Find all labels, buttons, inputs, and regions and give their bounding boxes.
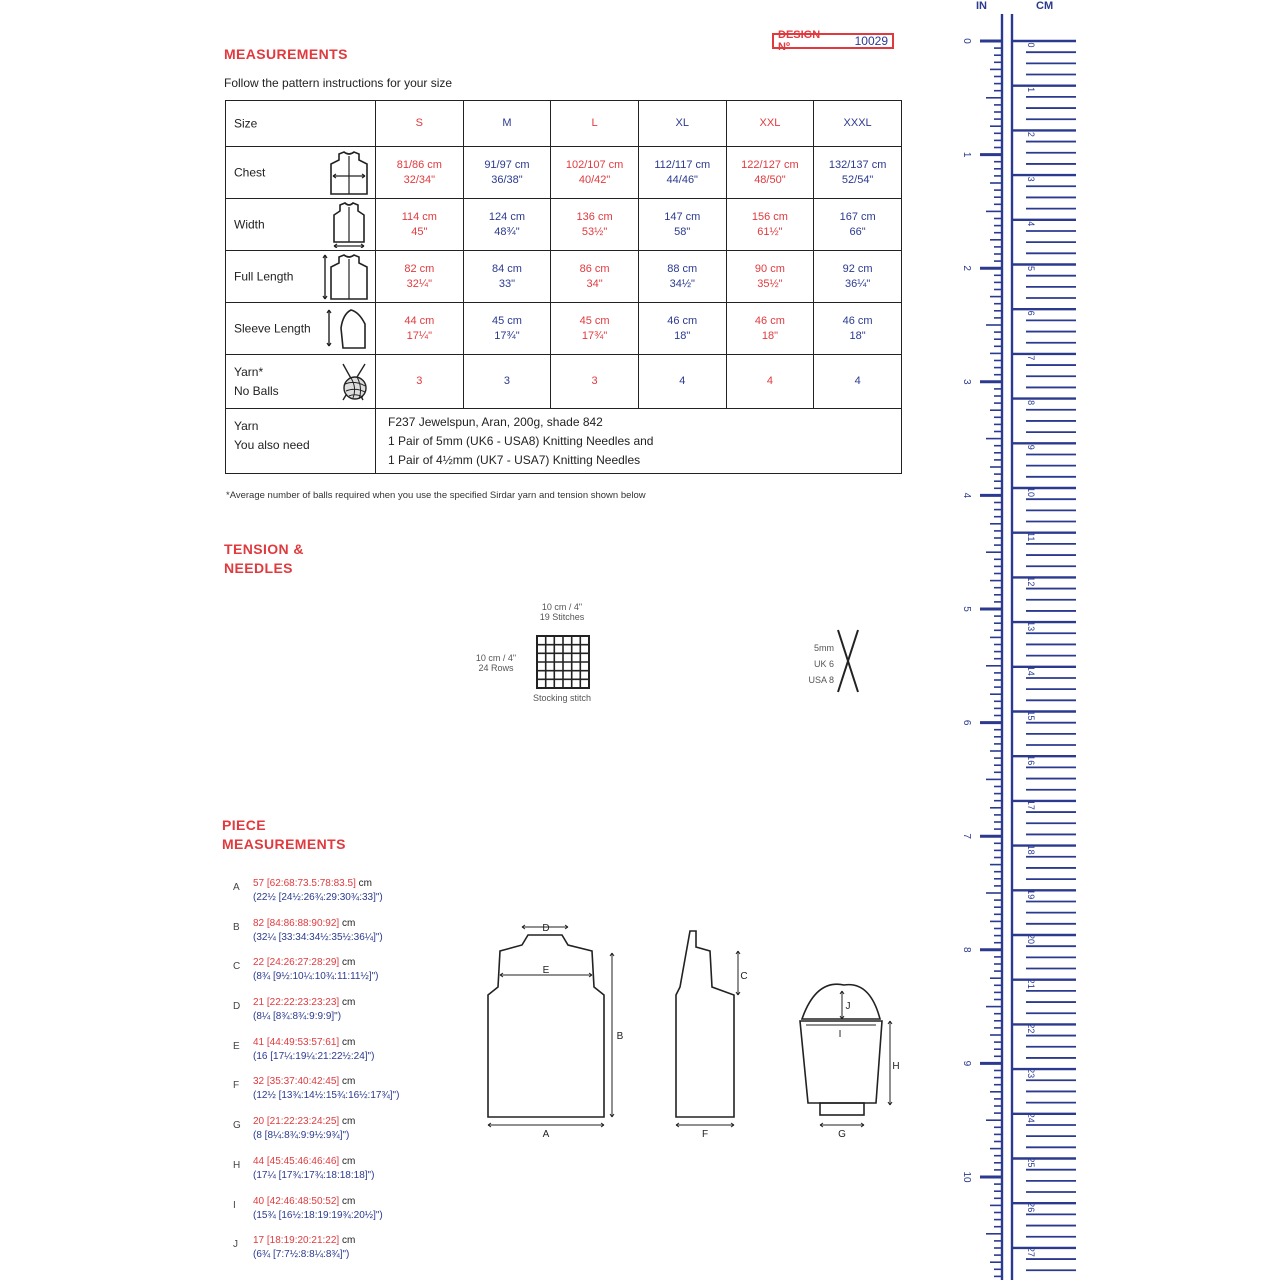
measurements-title: MEASUREMENTS — [224, 46, 348, 62]
crossed-needles-icon — [834, 628, 862, 694]
design-number-box — [772, 29, 894, 53]
row-label: Full Length — [234, 269, 294, 283]
cell — [376, 251, 464, 303]
tension-stitches-label — [520, 602, 604, 622]
table-row-full-length — [226, 251, 902, 303]
ruler-cm-number: 20 — [1026, 933, 1036, 945]
row-label-cell — [226, 199, 376, 251]
size-header-xl: XL — [638, 101, 726, 147]
cell-cm: 46 cm — [842, 314, 873, 327]
tension-title-line: NEEDLES — [224, 560, 293, 576]
row-label: Chest — [234, 165, 266, 179]
sleeve-garment-icon — [325, 306, 371, 352]
row-label-cell — [226, 355, 376, 409]
label-j: J — [845, 1001, 851, 1012]
row-label-cell — [226, 409, 376, 474]
cell-cm: 132/137 cm — [828, 158, 887, 171]
table-row-yarn — [226, 409, 902, 474]
ruler-cm-number: 25 — [1026, 1157, 1036, 1168]
row-label — [234, 417, 310, 455]
width-garment-icon — [327, 202, 371, 248]
list-item — [233, 1075, 399, 1115]
cell-in: 35½" — [757, 277, 783, 290]
piece-letter: C — [233, 961, 241, 973]
table-row-chest — [226, 147, 902, 199]
sleeve-piece-outline — [800, 984, 882, 1115]
piece-inch: (17¼ [17¾:17¾:18:18:18]") — [253, 1169, 375, 1181]
cell — [726, 199, 814, 251]
ruler-cm-number: 2 — [1026, 131, 1036, 137]
cell — [463, 303, 551, 355]
ruler-in-number: 1 — [961, 151, 972, 158]
list-item — [233, 1155, 399, 1195]
piece-measurements-list — [233, 877, 399, 1274]
cell — [638, 147, 726, 199]
unit: cm — [341, 1235, 356, 1247]
yarn-info-cell — [376, 409, 902, 474]
ruler-cm-number: 5 — [1026, 265, 1036, 272]
needle-mm: 5mm — [814, 643, 834, 653]
size-header-xxl: XXL — [726, 101, 814, 147]
cell-in: 32¼" — [406, 277, 432, 290]
cell: 4 — [638, 355, 726, 409]
label-b: B — [616, 1031, 624, 1042]
cell — [638, 303, 726, 355]
piece-inch: (8 [8¼:8¾:9:9½:9¾]") — [253, 1130, 350, 1142]
piece-letter: G — [233, 1120, 241, 1132]
cell-in: 40/42" — [578, 173, 611, 186]
unit: cm — [341, 917, 356, 929]
cell-cm: 44 cm — [404, 314, 435, 327]
piece-inch: (8¼ [8¾:8¾:9:9:9]") — [253, 1011, 342, 1023]
tension-rows-label — [462, 653, 530, 673]
piece-inch: (16 [17¼:19¼:21:22½:24]") — [253, 1050, 375, 1062]
cell: 4 — [726, 355, 814, 409]
cell-in: 18" — [761, 329, 778, 342]
ruler-cm-number: 23 — [1026, 1068, 1036, 1079]
ruler-cm-number: 12 — [1026, 576, 1036, 587]
row-label-cell — [226, 147, 376, 199]
chest-garment-icon — [327, 150, 371, 196]
footnote: *Average number of balls required when you use the specified Sirdar yarn and tension shown below — [226, 490, 646, 501]
cell — [814, 199, 902, 251]
unit: cm — [358, 878, 372, 889]
cell-cm: 45 cm — [579, 314, 610, 327]
piece-title-line: MEASUREMENTS — [222, 836, 346, 852]
ruler-cm-number: 8 — [1026, 400, 1036, 406]
table-row-yarn-balls — [226, 355, 902, 409]
yarn-label: Yarn — [234, 419, 259, 433]
cell-in: 18" — [849, 329, 866, 342]
ruler-in-number: 5 — [961, 606, 972, 612]
cell — [463, 147, 551, 199]
ruler-cm-number: 13 — [1026, 621, 1036, 632]
row-label-cell — [226, 251, 376, 303]
cell: 3 — [551, 355, 639, 409]
measuring-ruler — [940, 0, 1090, 1280]
ruler-in-number: 3 — [961, 379, 972, 385]
tension-rows: 24 Rows — [478, 663, 514, 673]
label-g: G — [838, 1129, 846, 1140]
cell — [551, 251, 639, 303]
piece-cm: 44 [45:45:46:46:46] — [253, 1155, 340, 1167]
ruler-in-number: 8 — [961, 947, 972, 953]
cell-cm: 102/107 cm — [565, 158, 624, 171]
piece-letter: B — [233, 921, 240, 933]
ruler-cm-number: 11 — [1026, 532, 1036, 542]
cell-in: 48¾" — [494, 225, 520, 238]
cell-in: 34" — [586, 277, 603, 290]
cell — [463, 199, 551, 251]
tension-left-measure: 10 cm / 4" — [475, 653, 517, 663]
cell — [726, 303, 814, 355]
label-h: H — [892, 1061, 900, 1072]
cell — [463, 251, 551, 303]
ruler-cm-number: 22 — [1026, 1023, 1036, 1034]
cell-in: 17¼" — [406, 329, 432, 342]
cell-in: 34½" — [669, 277, 695, 290]
cell — [814, 303, 902, 355]
cell — [551, 199, 639, 251]
size-header-l: L — [551, 101, 639, 147]
list-item — [233, 996, 399, 1036]
ruler-cm-number: 6 — [1026, 310, 1036, 316]
unit: cm — [341, 1036, 356, 1048]
design-number: 10029 — [854, 34, 888, 48]
cell — [551, 147, 639, 199]
ruler-in-number: 7 — [961, 833, 972, 839]
cell-in: 66" — [849, 225, 866, 238]
label-i: I — [838, 1029, 842, 1040]
piece-cm: 32 [35:37:40:42:45] — [253, 1076, 340, 1088]
cell-cm: 45 cm — [491, 314, 522, 327]
size-label: Size — [234, 116, 258, 130]
piece-schematics — [470, 915, 910, 1145]
piece-letter: E — [233, 1040, 240, 1052]
ruler-cm-number: 17 — [1026, 799, 1036, 810]
cell-cm: 88 cm — [667, 262, 698, 275]
needle-line: 1 Pair of 5mm (UK6 - USA8) Knitting Needles and — [388, 433, 654, 448]
ruler-cm-number: 1 — [1026, 87, 1036, 93]
ruler-cm-number: 4 — [1026, 221, 1036, 227]
piece-inch: (22½ [24½:26¾:29:30¾:33]") — [253, 892, 383, 903]
cell-cm: 84 cm — [491, 262, 522, 275]
tension-title-line: TENSION & — [224, 541, 304, 557]
cell-cm: 124 cm — [488, 210, 525, 223]
yarn-ball-icon — [337, 360, 371, 404]
piece-inch: (6¾ [7:7½:8:8¼:8¾]") — [253, 1249, 350, 1261]
tension-top-measure: 10 cm / 4" — [541, 602, 583, 612]
cell-in: 18" — [674, 329, 691, 342]
table-row-size — [226, 101, 902, 147]
piece-measurements-title — [222, 816, 346, 854]
tension-stitch-type: Stocking stitch — [532, 693, 592, 703]
measurements-subtitle: Follow the pattern instructions for your size — [224, 76, 453, 90]
needle-usa: USA 8 — [808, 675, 834, 685]
cell-in: 52/54" — [841, 173, 874, 186]
cell-cm: 122/127 cm — [741, 158, 799, 171]
piece-inch: (8¾ [9½:10¼:10¾:11:11½]") — [253, 971, 379, 983]
table-row-sleeve-length — [226, 303, 902, 355]
cell: 3 — [463, 355, 551, 409]
needle-uk: UK 6 — [813, 659, 834, 669]
unit: cm — [341, 1076, 356, 1088]
list-item — [233, 1195, 399, 1235]
label-c: C — [740, 971, 748, 982]
cell-in: 53½" — [581, 225, 608, 238]
tension-title — [224, 540, 304, 578]
cell-in: 32/34" — [403, 173, 436, 186]
measurements-table — [225, 100, 902, 474]
list-item — [233, 877, 399, 917]
cell-cm: 90 cm — [754, 262, 785, 275]
piece-cm: 41 [44:49:53:57:61] — [253, 1036, 340, 1048]
unit: cm — [341, 1116, 356, 1128]
cell — [638, 199, 726, 251]
cell — [726, 251, 814, 303]
cell-cm: 167 cm — [839, 210, 876, 223]
piece-cm: 22 [24:26:27:28:29] — [253, 957, 340, 969]
label-f: F — [701, 1129, 709, 1140]
row-label: Sleeve Length — [234, 321, 311, 335]
ruler-cm-number: 19 — [1026, 889, 1036, 900]
cell-in: 17¾" — [494, 329, 520, 342]
ruler-cm-number: 21 — [1026, 978, 1036, 989]
cell: 3 — [376, 355, 464, 409]
piece-inch: (15¾ [16½:18:19:19¾:20½]") — [253, 1209, 383, 1221]
length-garment-icon — [321, 253, 371, 301]
size-header-m: M — [463, 101, 551, 147]
piece-cm: 20 [21:22:23:24:25] — [253, 1116, 340, 1128]
label-a: A — [542, 1129, 550, 1140]
size-header-xxxl: XXXL — [814, 101, 902, 147]
row-label — [234, 363, 279, 401]
cell-cm: 91/97 cm — [484, 158, 530, 171]
tension-grid-icon — [536, 635, 590, 689]
unit: cm — [341, 957, 356, 969]
table-row-width — [226, 199, 902, 251]
ruler-in-number: 9 — [961, 1060, 972, 1067]
cell — [726, 147, 814, 199]
tension-stitches: 19 Stitches — [539, 612, 585, 622]
ruler-cm-number: 10 — [1026, 486, 1036, 498]
ruler-in-number: 2 — [961, 265, 972, 271]
cell-cm: 136 cm — [576, 210, 613, 223]
cell-in: 36¼" — [844, 277, 871, 290]
size-label-cell — [226, 101, 376, 147]
cell-cm: 156 cm — [751, 210, 788, 223]
yarn-line: F237 Jewelspun, Aran, 200g, shade 842 — [388, 414, 603, 429]
no-balls-label: No Balls — [234, 383, 279, 398]
cell: 4 — [814, 355, 902, 409]
cell-cm: 112/117 cm — [654, 158, 711, 171]
piece-letter: D — [233, 1001, 241, 1013]
cell-cm: 92 cm — [842, 262, 873, 275]
ruler-in-number: 6 — [961, 719, 972, 726]
piece-cm: 21 [22:22:23:23:23] — [253, 997, 340, 1009]
piece-letter: I — [233, 1199, 236, 1211]
front-piece-outline — [676, 931, 734, 1117]
piece-letter: F — [233, 1080, 240, 1092]
needle-line: 1 Pair of 4½mm (UK7 - USA7) Knitting Needles — [388, 452, 641, 467]
cell-in: 45" — [411, 225, 428, 238]
cell-in: 36/38" — [491, 173, 523, 186]
yarn-label: Yarn* — [234, 364, 264, 379]
ruler-in-number: 10 — [961, 1171, 972, 1183]
list-item — [233, 1115, 399, 1155]
piece-letter: J — [233, 1239, 238, 1251]
ruler-cm-number: 27 — [1026, 1246, 1036, 1257]
piece-cm: 82 [84:86:88:90:92] — [253, 917, 340, 929]
cell-cm: 81/86 cm — [396, 158, 442, 171]
piece-cm: 57 [62:68:73.5:78:83.5] — [253, 878, 356, 889]
cell — [814, 147, 902, 199]
ruler-cm-number: 7 — [1026, 355, 1036, 361]
ruler-cm-number: 16 — [1026, 755, 1036, 766]
cell-cm: 82 cm — [404, 262, 435, 275]
cell-in: 17¾" — [581, 329, 608, 342]
needle-size-labels — [800, 640, 834, 688]
also-need-label: You also need — [234, 438, 310, 452]
design-label: DESIGN Nº — [778, 29, 821, 53]
label-e: E — [542, 965, 550, 976]
unit: cm — [341, 997, 356, 1009]
cell-cm: 46 cm — [754, 314, 785, 327]
row-label-cell — [226, 303, 376, 355]
ruler-cm-number: 0 — [1026, 42, 1036, 48]
cell-cm: 147 cm — [664, 210, 701, 223]
ruler-cm-number: 9 — [1026, 444, 1036, 450]
cell-in: 44/46" — [666, 173, 698, 186]
ruler-in-number: 4 — [961, 492, 972, 499]
cell-cm: 46 cm — [667, 314, 698, 327]
back-piece-outline — [488, 935, 604, 1117]
cell-in: 61½" — [757, 225, 783, 238]
piece-inch: (12½ [13¾:14½:15¾:16½:17¾]") — [253, 1090, 400, 1102]
list-item — [233, 956, 399, 996]
cell-in: 48/50" — [754, 173, 786, 186]
cell-in: 58" — [674, 225, 691, 238]
label-d: D — [542, 923, 550, 934]
piece-letter: A — [233, 882, 240, 893]
ruler-cm-number: 26 — [1026, 1202, 1036, 1213]
piece-cm: 40 [42:46:48:50:52] — [253, 1195, 340, 1207]
ruler-in-label: IN — [976, 0, 987, 12]
ruler-cm-number: 14 — [1026, 665, 1036, 676]
list-item — [233, 1036, 399, 1076]
cell — [376, 147, 464, 199]
piece-letter: H — [233, 1159, 241, 1171]
ruler-cm-number: 18 — [1026, 844, 1036, 855]
cell — [551, 303, 639, 355]
cell — [814, 251, 902, 303]
ruler-cm-number: 15 — [1026, 710, 1036, 721]
cell — [638, 251, 726, 303]
list-item — [233, 1234, 399, 1274]
ruler-cm-number: 24 — [1026, 1112, 1036, 1123]
unit: cm — [341, 1155, 356, 1167]
cell — [376, 199, 464, 251]
size-header-s: S — [376, 101, 464, 147]
ruler-cm-number: 3 — [1026, 176, 1036, 182]
unit: cm — [341, 1195, 356, 1207]
row-label: Width — [234, 217, 265, 231]
ruler-in-number: 0 — [961, 38, 972, 44]
cell-cm: 114 cm — [401, 210, 437, 223]
piece-title-line: PIECE — [222, 817, 267, 833]
list-item — [233, 917, 399, 957]
piece-inch: (32¼ [33:34:34½:35½:36¼]") — [253, 931, 383, 943]
cell-in: 33" — [498, 277, 516, 290]
piece-cm: 17 [18:19:20:21:22] — [253, 1235, 340, 1247]
ruler-cm-label: CM — [1036, 0, 1054, 12]
cell-cm: 86 cm — [579, 262, 610, 275]
cell — [376, 303, 464, 355]
